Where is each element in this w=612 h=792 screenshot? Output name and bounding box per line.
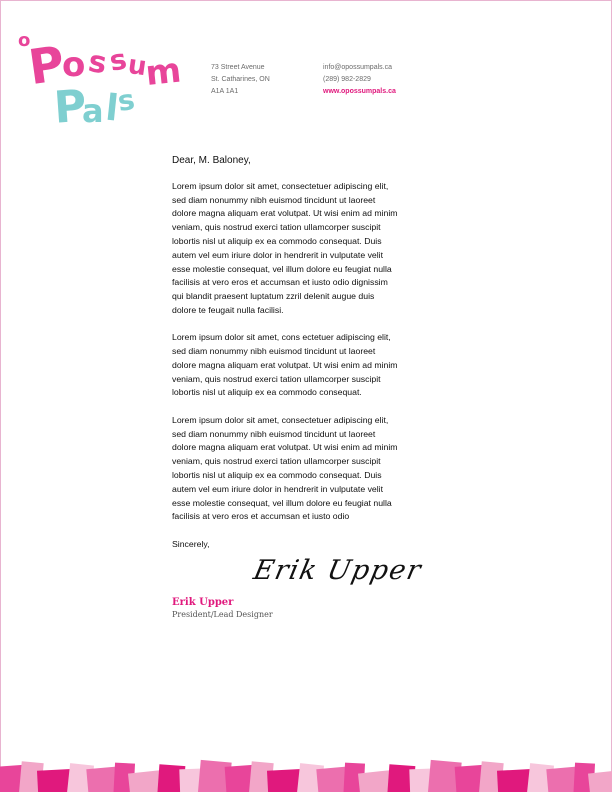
svg-text:o: o	[18, 30, 31, 51]
company-address	[211, 62, 270, 98]
text-line: sed diam nonummy nibh euismod tincidunt ut laoreet	[172, 194, 376, 205]
text-line: dolore magna aliquam erat volutpat. Ut wisi enim ad minim	[172, 208, 398, 219]
signer-title: President/Lead Designer	[172, 610, 273, 619]
text-line: autem vel eum iriure dolor in hendrerit in vulputate velit	[172, 483, 384, 494]
svg-text:o: o	[62, 45, 86, 85]
svg-text:s: s	[85, 43, 110, 82]
svg-text:s: s	[106, 42, 130, 78]
text-line: Lorem ipsum dolor sit amet, consectetuer adipiscing elit,	[172, 414, 389, 425]
text-line: qui blandit praesent luptatum zzril delenit augue duis	[172, 291, 375, 302]
svg-text:P: P	[52, 80, 89, 134]
paragraph-3	[172, 414, 452, 524]
letter-body	[172, 154, 452, 551]
text-line: facilisis at vero eros et accumsan et iusto odio	[172, 511, 350, 522]
svg-text:P: P	[25, 35, 68, 97]
text-line: facilisis at vero eros et accumsan et iusto odio dignissim	[172, 277, 388, 288]
text-line: sed diam nonummy nibh euismod tincidunt ut laoreet	[172, 346, 376, 357]
text-line: veniam, quis nostrud exerci tation ullamcorper suscipit	[172, 373, 381, 384]
footer-block	[588, 770, 612, 792]
svg-text:a: a	[82, 92, 104, 130]
text-line: dolore te feugait nulla facilisi.	[172, 304, 284, 315]
text-line: esse molestie consequat, vel illum dolore eu feugiat nulla	[172, 263, 392, 274]
text-line: veniam, quis nostrud exerci tation ullamcorper suscipit	[172, 222, 381, 233]
text-line: Lorem ipsum dolor sit amet, cons ectetuer adipiscing elit,	[172, 332, 391, 343]
svg-text:s: s	[115, 82, 137, 118]
paragraph-1	[172, 180, 452, 318]
text-line: lobortis nisl ut aliquip ex ea commodo consequat. Duis	[172, 235, 382, 246]
footer-decorative-band	[0, 760, 612, 792]
paragraph-2	[172, 331, 452, 400]
text-line: esse molestie consequat, vel illum dolore eu feugiat nulla	[172, 497, 392, 508]
email-link[interactable]: info@opossumpals.ca	[323, 64, 392, 71]
text-line: lobortis nisl ut aliquip ex ea commodo consequat. Duis	[172, 469, 382, 480]
opossum-pals-logo	[16, 26, 184, 134]
address-line: A1A 1A1	[211, 88, 239, 95]
svg-text:l: l	[103, 87, 121, 130]
text-line: Lorem ipsum dolor sit amet, consectetuer adipiscing elit,	[172, 180, 389, 191]
svg-text:u: u	[125, 50, 149, 83]
address-line: 73 Street Avenue	[211, 64, 265, 71]
text-line: dolore magna aliquam erat volutpat. Ut wisi enim ad minim	[172, 359, 398, 370]
text-line: autem vel eum iriure dolor in hendrerit in vulputate velit	[172, 249, 384, 260]
svg-text:m: m	[143, 50, 184, 94]
text-line: veniam, quis nostrud exerci tation ullamcorper suscipit	[172, 456, 381, 467]
phone-number: (289) 982-2829	[323, 76, 371, 83]
text-line: lobortis nisl ut aliquip ex ea commodo consequat.	[172, 387, 362, 398]
signer-name: Erik Upper	[172, 597, 234, 608]
text-line: sed diam nonummy nibh euismod tincidunt ut laoreet	[172, 428, 376, 439]
salutation: Dear, M. Baloney,	[172, 155, 251, 166]
website-link[interactable]: www.opossumpals.ca	[323, 88, 396, 95]
address-line: St. Catharines, ON	[211, 76, 270, 83]
text-line: dolore magna aliquam erat volutpat. Ut wisi enim ad minim	[172, 442, 398, 453]
handwritten-signature: Erik Upper	[250, 555, 425, 586]
company-contact	[323, 62, 396, 98]
closing: Sincerely,	[172, 538, 210, 549]
